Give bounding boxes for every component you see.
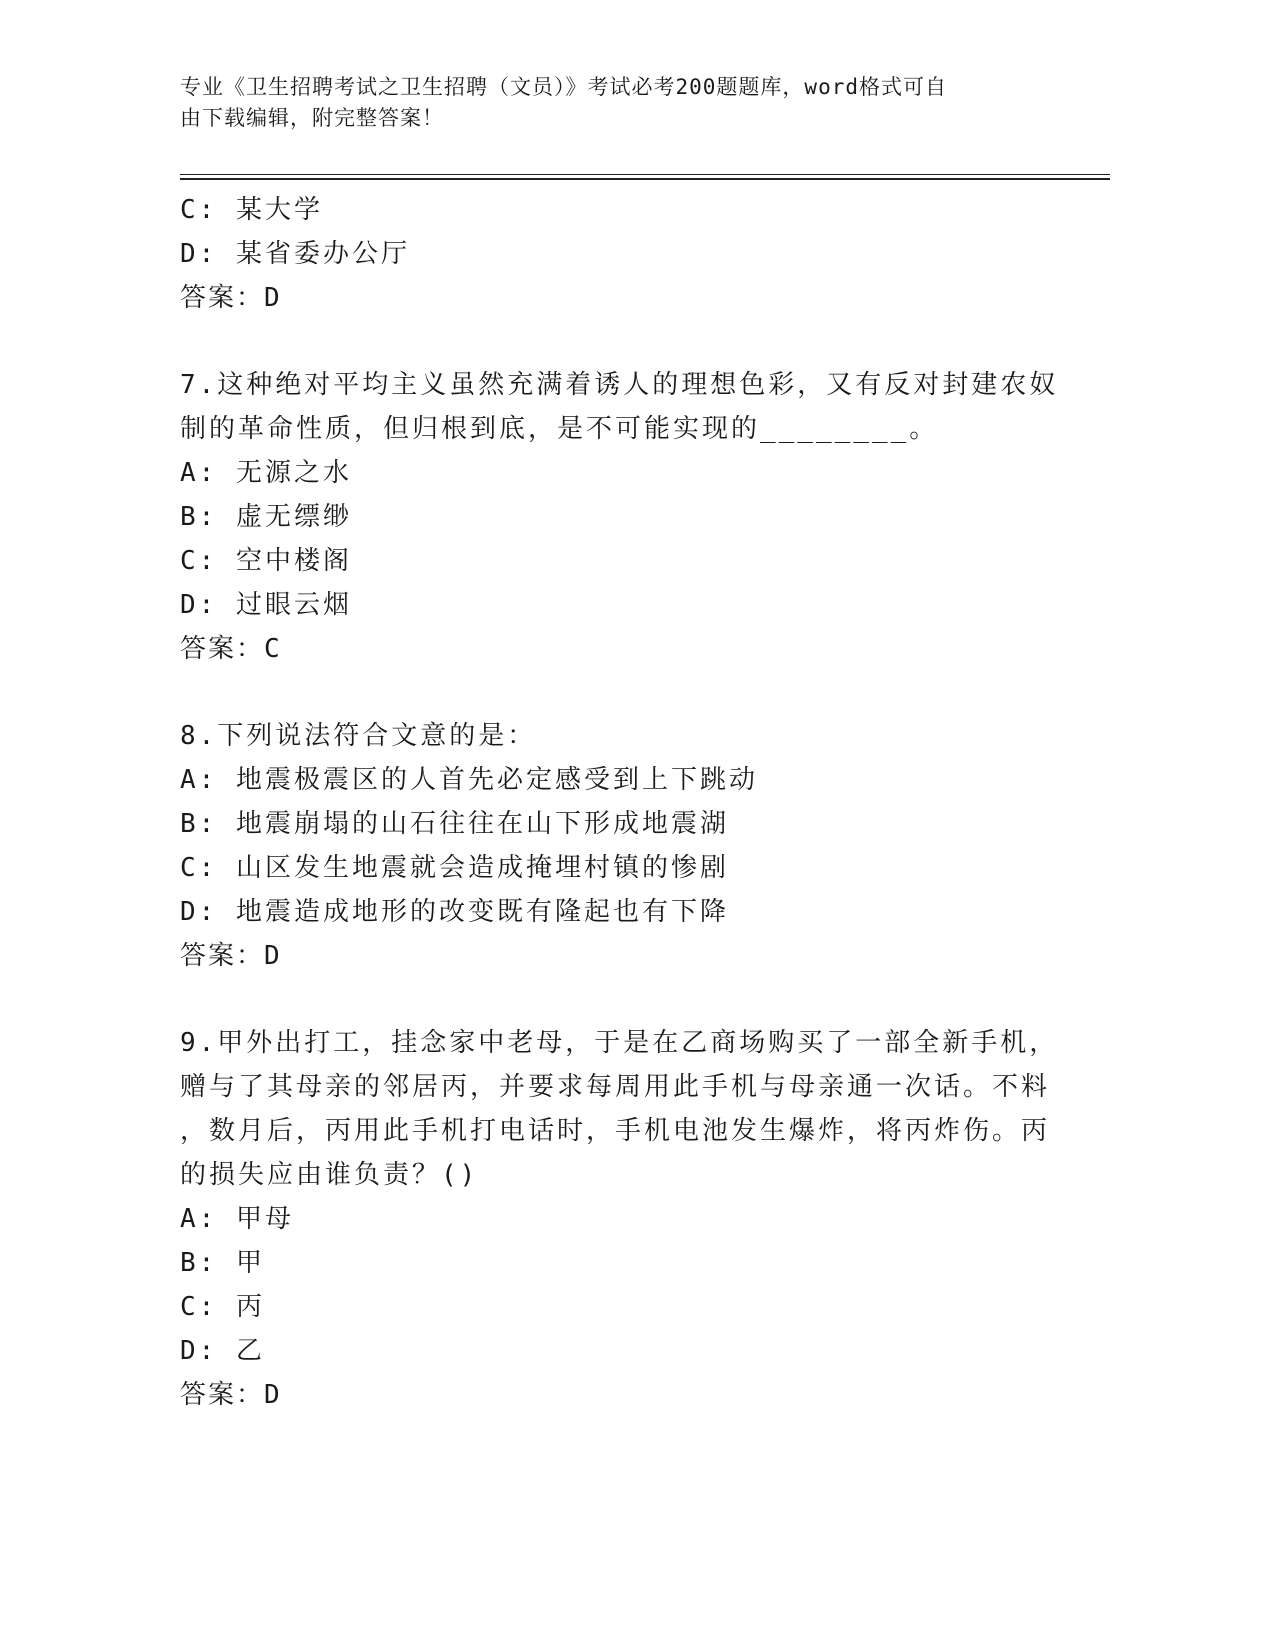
question-text-line-1: 7.这种绝对平均主义虽然充满着诱人的理想色彩，又有反对封建农奴 (180, 370, 1059, 400)
question-text-line-2: 赠与了其母亲的邻居丙，并要求每周用此手机与母亲通一次话。不料 (180, 1072, 1051, 1102)
document-header (180, 72, 1030, 134)
question-text-line-1: 9.甲外出打工，挂念家中老母，于是在乙商场购买了一部全新手机， (180, 1028, 1059, 1058)
option-c: C: 山区发生地震就会造成掩埋村镇的惨剧 (180, 853, 729, 883)
option-d: D: 某省委办公厅 (180, 239, 410, 269)
question-text-line-1: 8.下列说法符合文意的是： (180, 721, 537, 751)
option-c: C: 某大学 (180, 195, 323, 225)
option-d: D: 过眼云烟 (180, 590, 352, 620)
question-text-line-3: ，数月后，丙用此手机打电话时，手机电池发生爆炸，将丙炸伤。丙 (180, 1116, 1051, 1146)
option-b: B: 甲 (180, 1248, 265, 1278)
option-a: A: 甲母 (180, 1204, 294, 1234)
header-line-1: 专业《卫生招聘考试之卫生招聘（文员）》考试必考200题题库，word格式可自 (180, 75, 947, 99)
option-d: D: 乙 (180, 1336, 265, 1366)
header-divider-thin (180, 174, 1110, 175)
option-d: D: 地震造成地形的改变既有隆起也有下降 (180, 897, 729, 927)
document-body (180, 188, 1059, 1417)
option-c: C: 空中楼阁 (180, 546, 352, 576)
spacer (180, 978, 1040, 1021)
spacer (180, 320, 1040, 363)
option-b: B: 地震崩塌的山石往往在山下形成地震湖 (180, 809, 729, 839)
spacer (180, 671, 1040, 714)
question-8 (180, 714, 1040, 978)
answer: 答案：D (180, 283, 282, 313)
question-7 (180, 363, 1059, 671)
question-9 (180, 1021, 1059, 1417)
header-divider-thick (180, 178, 1110, 180)
option-b: B: 虚无缥缈 (180, 502, 352, 532)
question-text-line-4: 的损失应由谁负责？() (180, 1160, 479, 1190)
answer: 答案：C (180, 634, 282, 664)
answer: 答案：D (180, 1380, 282, 1410)
option-a: A: 地震极震区的人首先必定感受到上下跳动 (180, 765, 758, 795)
option-a: A: 无源之水 (180, 458, 352, 488)
header-line-2: 由下载编辑，附完整答案！ (180, 106, 444, 130)
answer: 答案：D (180, 941, 282, 971)
question-6-tail (180, 188, 1040, 320)
question-text-line-2: 制的革命性质，但归根到底，是不可能实现的________。 (180, 414, 939, 444)
option-c: C: 丙 (180, 1292, 265, 1322)
